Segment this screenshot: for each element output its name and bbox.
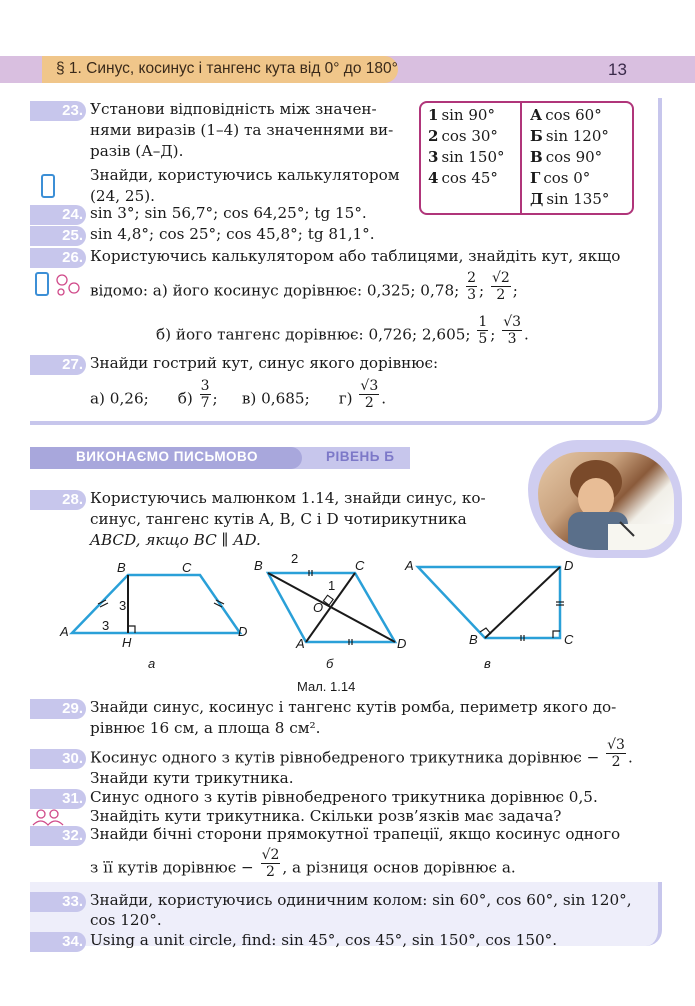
fig-a-ah: 3 (102, 618, 110, 633)
calculator-intro-line-2: (24, 25). (90, 187, 155, 205)
phone-icon (35, 272, 49, 296)
task-34-text: Using a unit circle, find: sin 45°, cos 45°, sin 150°, cos 150°. (90, 931, 558, 949)
group-work-icon (54, 272, 82, 298)
match-left-1: 1 sin 90° (428, 106, 495, 124)
task-32-line-2: з її кутів дорівнює − $\frac{√2}{2}$ , а різниця основ дорівнює a. (90, 847, 516, 880)
task-33-line-2: cos 120°. (90, 911, 162, 929)
match-left-3: 3 sin 150° (428, 148, 505, 166)
task-31-line-1: Синус одного з кутів рівнобедреного трикутника дорівнює 0,5. (90, 788, 598, 806)
fig-c-label-B: B (469, 632, 478, 647)
fig-a-bh: 3 (119, 598, 127, 613)
task-number-24: 24. (30, 205, 86, 225)
fig-c-label-A: A (405, 558, 414, 573)
task-30-line-2: Знайди кути трикутника. (90, 769, 294, 787)
task-30-line-1: Косинус одного з кутів рівнобедреного трикутника дорівнює − $\frac{√3}{2}$ . (90, 737, 633, 770)
figure-a-trapezoid (72, 575, 240, 633)
fig-b-bc: 2 (291, 551, 299, 566)
section-level: РІВЕНЬ Б (326, 449, 395, 464)
phone-icon (41, 174, 55, 198)
match-right-d: Д sin 135° (530, 190, 610, 208)
task-28-line-1: Користуючись малюнком 1.14, знайди синус, ко- (90, 489, 486, 507)
task-28-line-3: ABCD, якщо BC ∥ AD. (90, 531, 261, 549)
task-28-line-2: синус, тангенс кутів A, B, C і D чотирикутника (90, 510, 467, 528)
task-32-line-1: Знайди бічні сторони прямокутної трапеції, якщо косинус одного (90, 825, 621, 843)
student-writing-photo (538, 452, 674, 550)
fig-a-caption: а (148, 656, 156, 671)
task-number-26: 26. (30, 248, 86, 268)
task-29-line-1: Знайди синус, косинус і тангенс кутів ромба, периметр якого до- (90, 698, 617, 716)
calculator-intro-line-1: Знайди, користуючись калькулятором (90, 166, 400, 184)
fig-a-label-B: B (117, 560, 126, 575)
match-left-2: 2 cos 30° (428, 127, 498, 145)
match-right-g: Г cos 0° (530, 169, 591, 187)
task-26-line-1: Користуючись калькулятором або таблицями, знайдіть кут, якщо (90, 247, 621, 265)
fig-a-label-A: A (60, 624, 69, 639)
task-number-29: 29. (30, 699, 86, 719)
fig-a-label-H: H (122, 635, 132, 650)
page-number: 13 (608, 60, 627, 79)
task-number-28: 28. (30, 490, 86, 510)
task-number-34: 34. (30, 932, 86, 952)
fig-c-caption: в (484, 656, 491, 671)
fig-b-label-C: C (355, 558, 365, 573)
fig-b-label-D: D (397, 636, 407, 651)
task-26-b: б) його тангенс дорівнює: 0,726; 2,605; $\frac{1}{5}$ ; $\frac{√3}{3}$ . (156, 314, 529, 347)
pair-work-icon (30, 808, 66, 826)
match-right-a: А cos 60° (530, 106, 602, 124)
fig-b-label-A: A (296, 636, 305, 651)
fig-b-caption: б (326, 656, 334, 671)
figure-c-trapezoid (418, 567, 564, 641)
task-23-line-2: нями виразів (1–4) та значеннями ви- (90, 121, 394, 139)
fig-b-label-O: O (313, 600, 324, 615)
fig-c-label-C: C (564, 632, 574, 647)
fig-b-label-B: B (254, 558, 263, 573)
task-23-line-1: Установи відповідність між значен- (90, 100, 377, 118)
task-number-31: 31. (30, 789, 86, 809)
fig-a-label-C: C (182, 560, 192, 575)
task-number-32: 32. (30, 826, 86, 846)
task-25-text: sin 4,8°; cos 25°; cos 45,8°; tg 81,1°. (90, 225, 375, 243)
fig-a-label-D: D (238, 624, 248, 639)
task-24-text: sin 3°; sin 56,7°; cos 64,25°; tg 15°. (90, 204, 367, 222)
match-left-4: 4 cos 45° (428, 169, 498, 187)
task-29-line-2: рівнює 16 см, а площа 8 см². (90, 719, 321, 737)
task-27-options: а) 0,26; б) $\frac{3}{7}$ ; в) 0,685; г) $\frac{√3}{2}$ . (90, 378, 387, 411)
task-23-line-3: разів (А–Д). (90, 142, 184, 160)
task-31-line-2: Знайдіть кути трикутника. Скільки розв’язків має задача? (90, 807, 562, 825)
task-number-33: 33. (30, 892, 86, 912)
fig-b-oc: 1 (328, 578, 336, 593)
task-number-30: 30. (30, 749, 86, 769)
fig-c-label-D: D (564, 558, 574, 573)
match-table-divider (520, 101, 522, 215)
section-title: ВИКОНАЄМО ПИСЬМОВО (76, 449, 258, 464)
figure-title: Мал. 1.14 (297, 679, 356, 694)
task-33-line-1: Знайди, користуючись одиничним колом: sin 60°, cos 60°, sin 120°, (90, 891, 632, 909)
task-26-a: відомо: а) його косинус дорівнює: 0,325; 0,78; $\frac{2}{3}$ ; $\frac{√2}{2}$ ; (90, 270, 518, 303)
match-right-v: В cos 90° (530, 148, 603, 166)
task-number-25: 25. (30, 226, 86, 246)
task-number-27: 27. (30, 355, 86, 375)
page-header-title: § 1. Синус, косинус і тангенс кута від 0° до 180° (56, 60, 398, 77)
match-right-b: Б sin 120° (530, 127, 609, 145)
task-27-line-1: Знайди гострий кут, синус якого дорівнює: (90, 354, 439, 372)
task-number-23: 23. (30, 101, 86, 121)
